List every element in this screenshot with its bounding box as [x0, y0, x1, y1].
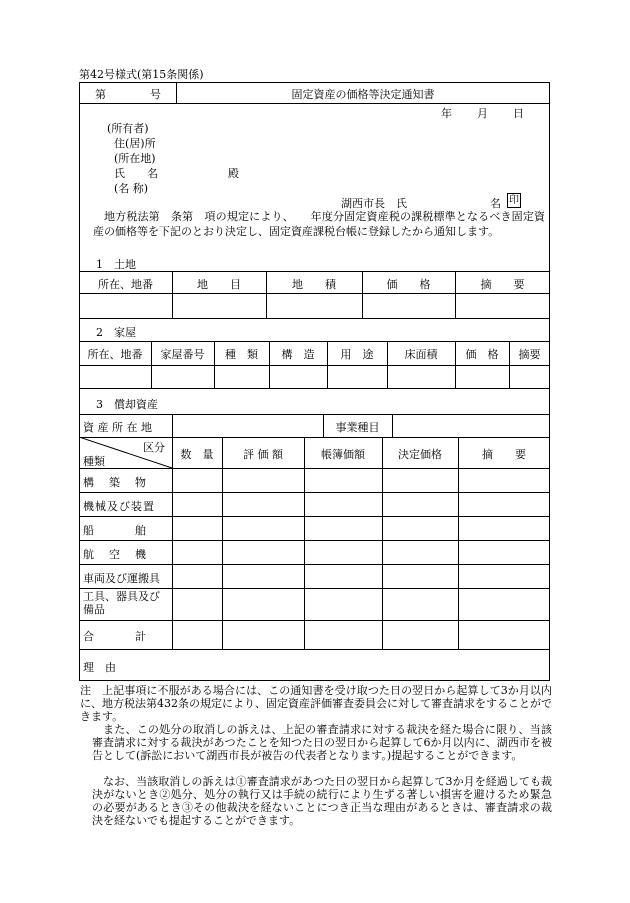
house-col: 構 造 [281, 348, 315, 361]
dep-row-label: 構 築 物 [83, 476, 148, 489]
dep-loc-vline-3 [392, 414, 393, 437]
house-col: 摘要 [518, 348, 541, 361]
number-cell: 第 号 [95, 88, 161, 101]
reason-label: 理 由 [83, 661, 116, 674]
house-col: 価 格 [465, 348, 499, 361]
dep-row-label: 工具、器具及び備品 [83, 590, 160, 616]
dep-row-line [79, 649, 550, 650]
land-mid-line [79, 293, 550, 294]
dep-col: 帳簿価額 [321, 448, 365, 461]
address-label: 住(居)所 [114, 137, 156, 150]
land-col: 所在、地番 [98, 278, 153, 291]
form-label: 第42号様式(第15条関係) [79, 68, 204, 81]
dep-col: 評 価 額 [243, 448, 283, 461]
dep-vline-3 [304, 437, 305, 649]
house-col: 床面積 [404, 348, 438, 361]
dep-row-line [79, 564, 550, 565]
land-col: 地 積 [292, 278, 336, 291]
dep-col: 摘 要 [482, 448, 526, 461]
house-col: 用 途 [340, 348, 374, 361]
dep-header-bottom [79, 468, 550, 469]
house-col: 家屋番号 [160, 348, 205, 361]
land-col: 価 格 [386, 278, 431, 291]
business-type-label: 事業種目 [335, 421, 380, 434]
house-heading: 2 家屋 [96, 326, 136, 339]
dep-row-line [79, 620, 550, 621]
dep-vline-1 [172, 437, 173, 649]
dep-vline-5 [458, 437, 459, 649]
depreciable-heading: 3 償却資産 [96, 398, 158, 411]
dep-row-line [79, 588, 550, 589]
house-mid-line [79, 365, 550, 366]
dep-line-top [79, 414, 550, 415]
land-top-line [79, 271, 550, 272]
note-1: 注 上記事項に不服がある場合には、この通知書を受け取つた日の翌日から起算して3か月以内に、地方税法第432条の規定により、固定資産評価審査委員会に対して審査請求をすることができます。 [80, 684, 552, 723]
land-bottom-line [79, 318, 550, 319]
dep-vline-4 [382, 437, 383, 649]
dep-row-line [79, 540, 550, 541]
sender-title: 湖西市長 氏 [341, 197, 407, 210]
dep-row-label: 船 舶 [83, 524, 148, 537]
land-col: 摘 要 [480, 278, 525, 291]
dep-col: 決定価格 [398, 448, 442, 461]
date-line: 年 月 日 [441, 107, 525, 120]
dep-row-label: 機械及び装置 [83, 500, 155, 513]
intro-text: 地方税法第 条第 項の規定により、 年度分固定資産税の課税標準となるべき固定資産の価格等を下記のとおり決定し、固定資産課税台帳に登録したから通知します。 [93, 210, 545, 238]
dep-row-label: 航 空 機 [83, 548, 148, 561]
seal-mark: 印 [509, 195, 519, 206]
house-col: 所在、地番 [87, 348, 143, 361]
dono-label: 殿 [228, 167, 239, 180]
dep-row-line [79, 492, 550, 493]
header-divider [79, 103, 550, 104]
name-label: 氏 名 [114, 167, 158, 180]
dep-row-line [79, 516, 550, 517]
corner-bottom-label: 種類 [83, 455, 105, 468]
house-top-line [79, 341, 550, 342]
location-label: (所在地) [114, 152, 156, 165]
house-col: 種 類 [225, 348, 258, 361]
land-col: 地 目 [197, 278, 241, 291]
dep-row-label: 車両及び運搬具 [83, 572, 160, 585]
land-heading: 1 土地 [96, 258, 136, 271]
dep-vline-2 [222, 437, 223, 649]
corner-top-label: 区分 [143, 441, 165, 454]
sender-name-label: 名 [490, 197, 501, 210]
document-title: 固定資産の価格等決定通知書 [291, 88, 435, 101]
asset-location-label: 資 産 所 在 地 [83, 421, 152, 434]
note-2: また、この処分の取消しの訴えは、上記の審査請求に対する裁決を経た場合に限り、当該審査請求に対する裁決があつたことを知つた日の翌日から起算して6か月以内に、湖西市を被告として(訴訟において湖西市長が被告の代表者となります。)提起することができます。 [92, 723, 552, 762]
dep-loc-vline-1 [172, 414, 173, 437]
dep-row-label: 合 計 [83, 630, 148, 643]
owner-label: (所有者) [107, 122, 149, 135]
house-bottom-line [79, 388, 550, 389]
note-3: なお、当該取消しの訴えは①審査請求があつた日の翌日から起算して3か月を経過しても裁決がないとき②処分、処分の執行又は手続の続行により生ずる著しい損害を避けるため緊急の必要があるとき③その他裁決を経ないことにつき正当な理由があるときは、審査請求の裁決を経ないでも提起することができます。 [92, 775, 552, 827]
company-label: (名 称) [114, 182, 149, 195]
dep-col: 数 量 [180, 448, 214, 461]
